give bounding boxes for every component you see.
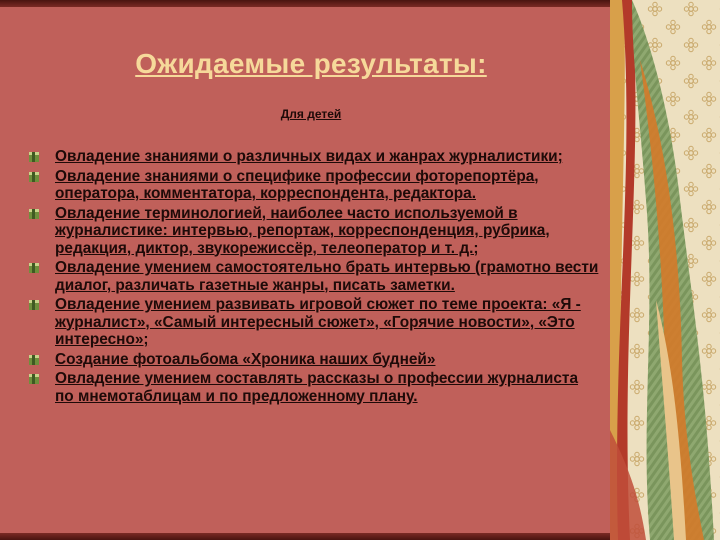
list-item-text: Овладение умением развивать игровой сюжет по теме проекта: «Я - журналист», «Самый интересный сюжет», «Горячие новости», «Это интересно»; (55, 296, 581, 348)
list-item (28, 168, 600, 203)
ribbon-bullet-icon (28, 373, 40, 385)
ribbon-bullet-icon (28, 208, 40, 220)
decorative-floral-panel (610, 0, 720, 540)
ribbon-bullet-icon (28, 151, 40, 163)
list-item-text: Овладение умением самостоятельно брать интервью (грамотно вести диалог, различать газетные жанры, писать заметки. (55, 259, 599, 294)
list-item-text: Овладение знаниями о различных видах и жанрах журналистики; (55, 148, 563, 165)
list-item-text: Создание фотоальбома «Хроника наших будней» (55, 350, 436, 368)
ribbon-bullet-icon (28, 299, 40, 311)
slide-subtitle: Для детей (280, 107, 342, 121)
list-item-text: Овладение умением составлять рассказы о профессии журналиста по мнемотаблицам и по предложенному плану. (55, 370, 579, 405)
list-item-text: Овладение знаниями о специфике профессии фоторепортёра, оператора, комментатора, корреспондента, редактора. (55, 167, 539, 202)
list-item (28, 259, 600, 294)
list-item (28, 370, 600, 405)
list-item (28, 351, 600, 369)
list-item (28, 148, 600, 166)
ribbon-bullet-icon (28, 262, 40, 274)
ribbon-bullet-icon (28, 171, 40, 183)
ribbon-bullet-icon (28, 354, 40, 366)
results-list (28, 148, 600, 407)
slide-title: Ожидаемые результаты: (135, 48, 487, 79)
list-item (28, 296, 600, 349)
bottom-border (0, 533, 622, 540)
list-item-text: Овладение терминологией, наиболее часто используемой в журналистике: интервью, репортаж, корреспонденция, рубрика, редакция, диктор, звукорежиссёр, телеоператор и т. д.; (55, 204, 550, 257)
list-item (28, 205, 600, 258)
top-border (0, 0, 622, 7)
